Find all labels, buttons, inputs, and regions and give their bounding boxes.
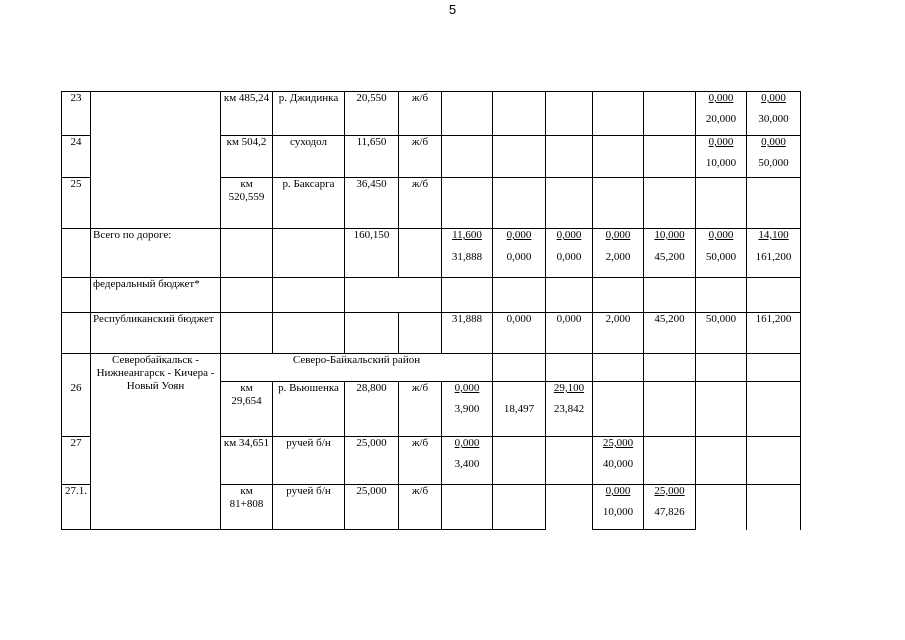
object-name: суходол: [273, 136, 345, 178]
value-cell: 18,497: [493, 382, 546, 437]
value-cell: 0,000 3,900: [442, 382, 493, 437]
value-cell: 0,000 2,000: [593, 229, 644, 278]
length: 25,000: [345, 437, 399, 485]
kilometer: км 34,651: [221, 437, 273, 485]
value-cell: 14,100 161,200: [747, 229, 801, 278]
total-row: [62, 229, 801, 278]
kilometer: км 504,2: [221, 136, 273, 178]
object-name: ручей б/н: [273, 485, 345, 530]
object-name: р. Вьюшенка: [273, 382, 345, 437]
value-cell: 0,000 0,000: [546, 229, 593, 278]
structure-type: ж/б: [399, 382, 442, 437]
kilometer: км 485,24: [221, 92, 273, 136]
value-cell: 0,000 30,000: [747, 92, 801, 136]
structure-type: ж/б: [399, 92, 442, 136]
value-cell: 0,000 3,400: [442, 437, 493, 485]
district-row: [62, 354, 801, 382]
table-row: [62, 92, 801, 136]
table-row: [62, 437, 801, 485]
value-cell: 2,000: [593, 313, 644, 354]
total-label: Всего по дороге:: [91, 229, 221, 278]
kilometer: км 29,654: [221, 382, 273, 437]
length: 25,000: [345, 485, 399, 530]
value-cell: 25,000 47,826: [644, 485, 696, 530]
bridges-table: [61, 91, 801, 530]
value-cell: 31,888: [442, 313, 493, 354]
table-row: [62, 485, 801, 530]
length: 160,150: [345, 229, 399, 278]
length: 20,550: [345, 92, 399, 136]
row-number: 27: [62, 437, 91, 485]
value-cell: 29,100 23,842: [546, 382, 593, 437]
value-cell: 0,000 10,000: [696, 136, 747, 178]
value-cell: 25,000 40,000: [593, 437, 644, 485]
length: 11,650: [345, 136, 399, 178]
federal-row: [62, 278, 801, 313]
row-number: 24: [62, 136, 91, 178]
value-cell: 0,000 50,000: [696, 229, 747, 278]
value-cell: 161,200: [747, 313, 801, 354]
value-cell: 50,000: [696, 313, 747, 354]
row-number: 27.1.: [62, 485, 91, 530]
structure-type: ж/б: [399, 437, 442, 485]
value-cell: 0,000 50,000: [747, 136, 801, 178]
value-cell: 0,000 20,000: [696, 92, 747, 136]
page-number: 5: [448, 2, 457, 17]
value-cell: 0,000: [546, 313, 593, 354]
kilometer: км 81+808: [221, 485, 273, 530]
district-name: Северо-Байкальский район: [221, 354, 493, 382]
value-cell: 0,000 0,000: [493, 229, 546, 278]
table-row: [62, 136, 801, 178]
value-cell: 0,000: [493, 313, 546, 354]
republic-label: Республиканский бюджет: [91, 313, 221, 354]
kilometer: км 520,559: [221, 178, 273, 229]
value-cell: 0,000 10,000: [593, 485, 644, 530]
row-number: 26: [62, 382, 91, 437]
object-name: р. Баксарга: [273, 178, 345, 229]
row-number: 23: [62, 92, 91, 136]
value-cell: 10,000 45,200: [644, 229, 696, 278]
value-cell: 11,600 31,888: [442, 229, 493, 278]
length: 28,800: [345, 382, 399, 437]
row-number: 25: [62, 178, 91, 229]
federal-label: федеральный бюджет*: [91, 278, 221, 313]
structure-type: ж/б: [399, 485, 442, 530]
value-cell: 45,200: [644, 313, 696, 354]
structure-type: ж/б: [399, 136, 442, 178]
structure-type: ж/б: [399, 178, 442, 229]
length: 36,450: [345, 178, 399, 229]
republic-row: [62, 313, 801, 354]
object-name: ручей б/н: [273, 437, 345, 485]
table-row: [62, 178, 801, 229]
object-name: р. Джидинка: [273, 92, 345, 136]
road-name: Северобайкальск - Нижнеангарск - Кичера - Новый Уоян: [91, 354, 221, 437]
